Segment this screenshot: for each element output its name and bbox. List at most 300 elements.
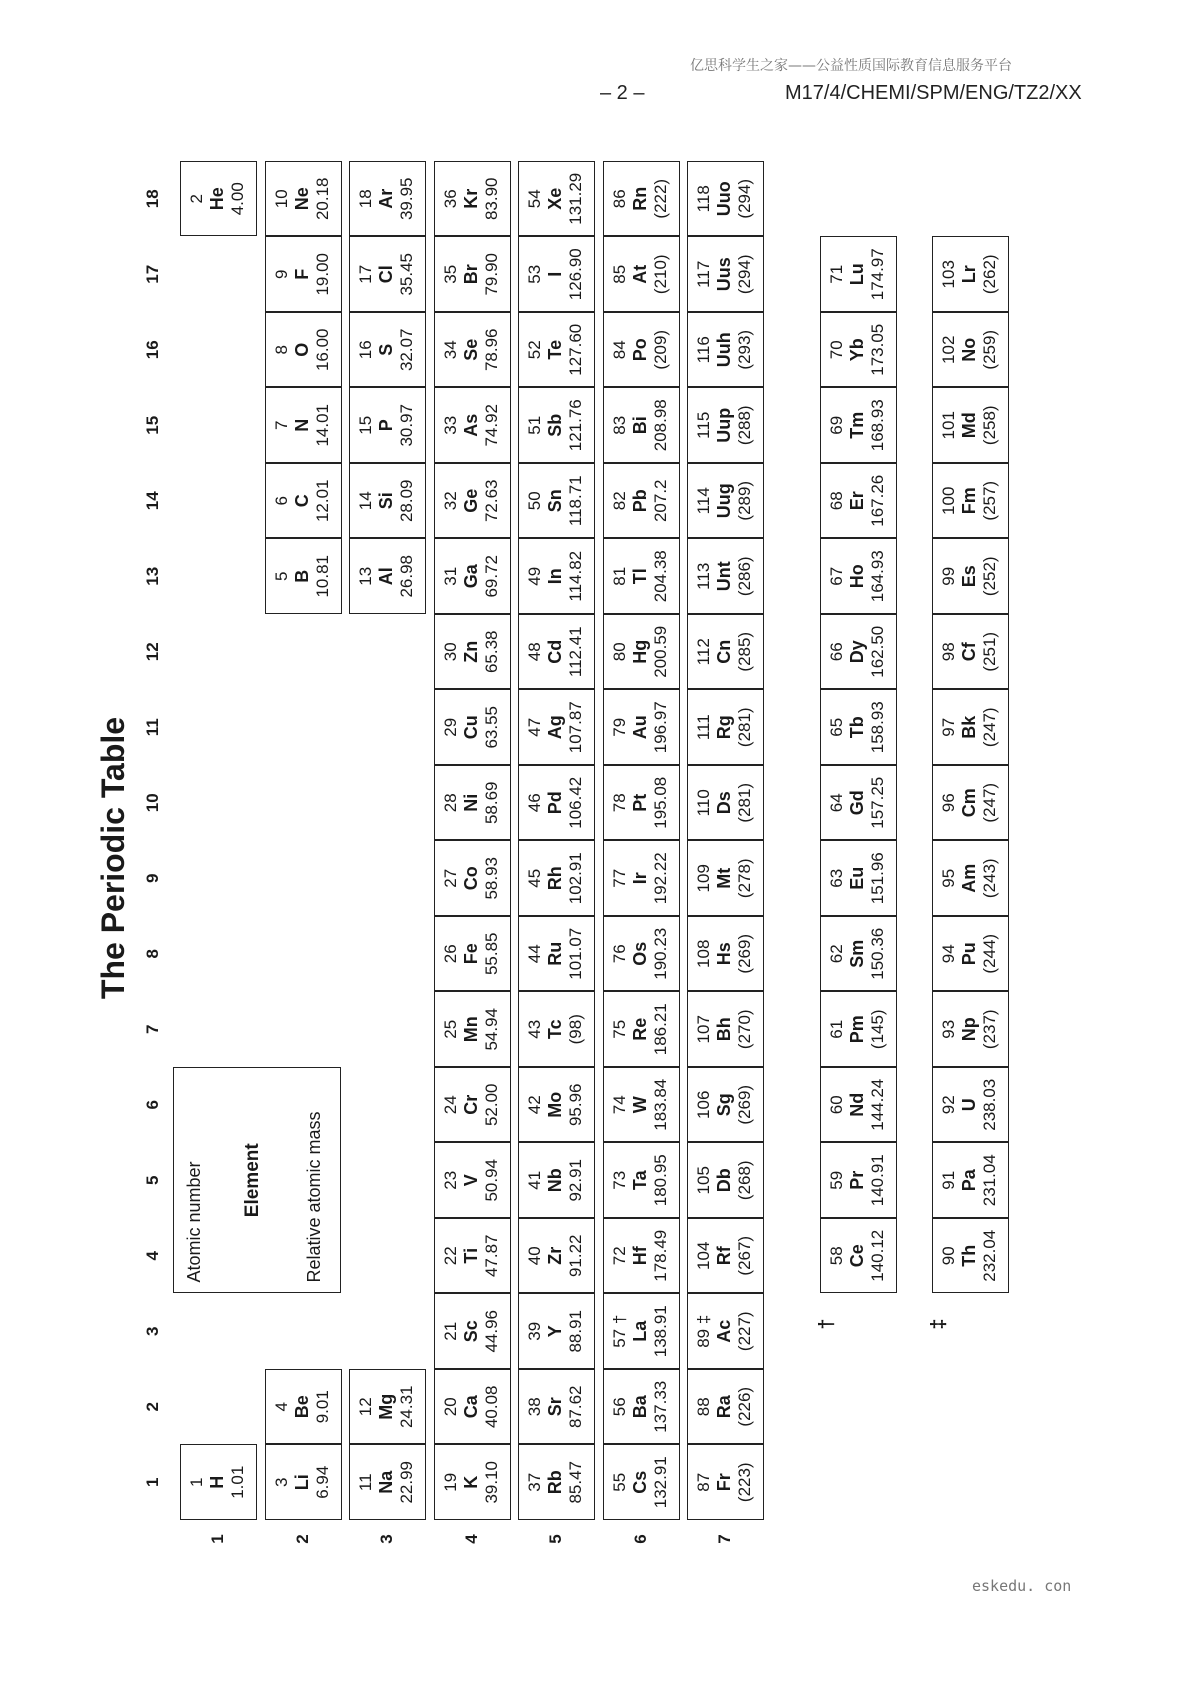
element-symbol: Y bbox=[545, 1325, 565, 1338]
element-symbol: Os bbox=[629, 941, 650, 966]
group-label: 16 bbox=[143, 340, 162, 360]
group-label: 12 bbox=[143, 642, 162, 662]
atomic-number: 33 bbox=[440, 415, 460, 435]
atomic-mass: 65.38 bbox=[481, 630, 501, 674]
lanthanide-cell bbox=[820, 463, 897, 539]
actinide-cell bbox=[932, 992, 1009, 1068]
lanthanide-cell bbox=[820, 539, 897, 615]
atomic-mass: (259) bbox=[980, 329, 999, 370]
atomic-number: 90 bbox=[939, 1246, 958, 1266]
atomic-mass: 195.08 bbox=[650, 776, 670, 829]
exam-code: M17/4/CHEMI/SPM/ENG/TZ2/XX bbox=[785, 82, 1082, 104]
atomic-number: 42 bbox=[525, 1095, 544, 1115]
atomic-number: 44 bbox=[525, 944, 544, 964]
period-label: 1 bbox=[208, 1534, 227, 1544]
element-cell bbox=[265, 1369, 342, 1445]
lanthanide-cell bbox=[820, 1218, 897, 1294]
atomic-mass: (293) bbox=[735, 329, 754, 370]
element-cell bbox=[434, 690, 511, 766]
atomic-number: 118 bbox=[694, 185, 713, 213]
element-cell bbox=[518, 1067, 595, 1143]
actinide-cell bbox=[932, 539, 1009, 615]
group-label: 7 bbox=[143, 1024, 162, 1034]
element-symbol: Rb bbox=[545, 1470, 565, 1495]
element-symbol: U bbox=[959, 1098, 979, 1112]
atomic-number: 68 bbox=[826, 491, 846, 511]
element-symbol: Fr bbox=[714, 1473, 734, 1492]
element-symbol: Eu bbox=[846, 866, 867, 890]
element-key bbox=[173, 1067, 341, 1294]
period-label: 4 bbox=[461, 1534, 481, 1544]
atomic-number: 5 bbox=[271, 571, 291, 581]
element-symbol: Yb bbox=[846, 338, 867, 362]
atomic-number: 66 bbox=[826, 642, 846, 662]
element-symbol: Ag bbox=[545, 715, 565, 740]
atomic-mass: (288) bbox=[735, 405, 754, 446]
element-symbol: W bbox=[629, 1096, 650, 1114]
actinide-cell bbox=[932, 463, 1009, 539]
element-cell bbox=[518, 1369, 595, 1445]
atomic-mass: (281) bbox=[735, 707, 754, 748]
atomic-mass: 208.98 bbox=[650, 399, 670, 452]
atomic-number: 32 bbox=[440, 491, 460, 511]
element-cell bbox=[687, 539, 764, 615]
periodic-table-figure bbox=[95, 158, 1075, 1558]
atomic-mass: (268) bbox=[735, 1160, 754, 1201]
atomic-number: 43 bbox=[525, 1019, 544, 1039]
element-cell bbox=[603, 312, 680, 388]
element-symbol: Pr bbox=[846, 1170, 867, 1190]
atomic-mass: 196.97 bbox=[650, 701, 670, 754]
atomic-mass: 85.47 bbox=[566, 1460, 585, 1504]
atomic-mass: 92.91 bbox=[566, 1158, 585, 1202]
element-symbol: P bbox=[376, 419, 396, 432]
atomic-mass: (222) bbox=[650, 178, 670, 219]
atomic-mass: 44.96 bbox=[481, 1309, 501, 1353]
element-cell bbox=[518, 1294, 595, 1370]
atomic-number: 51 bbox=[525, 415, 544, 435]
element-symbol: Ac bbox=[714, 1319, 734, 1343]
atomic-number: 110 bbox=[694, 789, 713, 817]
atomic-mass: (269) bbox=[735, 933, 754, 974]
atomic-mass: (223) bbox=[735, 1462, 754, 1503]
atomic-mass: 162.50 bbox=[867, 625, 887, 678]
atomic-number: 23 bbox=[440, 1170, 460, 1190]
element-cell bbox=[687, 1218, 764, 1294]
element-symbol: Pu bbox=[959, 942, 979, 966]
element-symbol: No bbox=[959, 337, 979, 362]
atomic-number: 104 bbox=[694, 1241, 713, 1270]
atomic-number: 95 bbox=[939, 868, 958, 888]
period-label: 6 bbox=[630, 1534, 650, 1544]
group-label: 14 bbox=[143, 491, 162, 511]
element-cell bbox=[603, 1445, 680, 1521]
element-cell bbox=[434, 992, 511, 1068]
element-symbol: Ge bbox=[460, 488, 481, 513]
element-symbol: Tl bbox=[629, 568, 650, 585]
element-cell bbox=[434, 388, 511, 464]
atomic-mass: (145) bbox=[867, 1009, 887, 1050]
element-symbol: Rf bbox=[714, 1246, 734, 1266]
element-symbol: Md bbox=[959, 412, 979, 439]
element-symbol: Te bbox=[545, 339, 565, 360]
atomic-mass: 174.97 bbox=[867, 248, 887, 301]
atomic-number: 59 bbox=[826, 1170, 846, 1190]
element-cell bbox=[349, 1369, 426, 1445]
atomic-mass: 12.01 bbox=[312, 479, 332, 523]
atomic-number: 38 bbox=[525, 1397, 544, 1417]
group-label: 1 bbox=[143, 1477, 162, 1487]
atomic-mass: 69.72 bbox=[481, 554, 501, 598]
element-cell bbox=[349, 463, 426, 539]
atomic-number: 19 bbox=[440, 1472, 460, 1492]
atomic-mass: 58.93 bbox=[481, 856, 501, 900]
atomic-mass: (243) bbox=[980, 858, 999, 899]
element-symbol: Uuo bbox=[714, 181, 734, 217]
element-cell bbox=[434, 1369, 511, 1445]
atomic-mass: (244) bbox=[980, 933, 999, 974]
atomic-mass: 157.25 bbox=[867, 776, 887, 829]
atomic-mass: 55.85 bbox=[481, 932, 501, 976]
element-symbol: Au bbox=[629, 715, 650, 740]
atomic-mass: 231.04 bbox=[980, 1154, 999, 1207]
atomic-mass: (247) bbox=[980, 782, 999, 823]
atomic-mass: 158.93 bbox=[867, 701, 887, 754]
lanthanide-cell bbox=[820, 765, 897, 841]
atomic-number: 3 bbox=[271, 1477, 291, 1487]
atomic-mass: (267) bbox=[735, 1235, 754, 1276]
period-label: 3 bbox=[377, 1534, 396, 1544]
element-symbol: Na bbox=[376, 1470, 396, 1494]
lanthanide-marker: † bbox=[815, 1318, 838, 1330]
element-cell bbox=[434, 463, 511, 539]
element-symbol: Zr bbox=[545, 1246, 565, 1265]
element-cell bbox=[518, 539, 595, 615]
actinide-marker: ‡ bbox=[928, 1318, 950, 1330]
element-cell bbox=[603, 463, 680, 539]
element-symbol: S bbox=[376, 343, 396, 356]
element-cell bbox=[518, 690, 595, 766]
atomic-mass: 102.91 bbox=[566, 852, 585, 905]
element-symbol: Re bbox=[629, 1017, 650, 1041]
atomic-mass: (210) bbox=[650, 254, 670, 295]
group-label: 9 bbox=[143, 873, 162, 883]
element-symbol: Nb bbox=[545, 1168, 565, 1193]
atomic-number: 25 bbox=[440, 1019, 460, 1039]
period-label: 5 bbox=[546, 1534, 565, 1544]
atomic-mass: 200.59 bbox=[650, 625, 670, 678]
atomic-number: 67 bbox=[826, 566, 846, 586]
atomic-number: 97 bbox=[939, 717, 958, 737]
lanthanide-cell bbox=[820, 614, 897, 690]
element-symbol: La bbox=[629, 1320, 650, 1342]
element-symbol: Cd bbox=[545, 639, 565, 664]
atomic-mass: 164.93 bbox=[867, 550, 887, 603]
atomic-mass: 22.99 bbox=[397, 1460, 416, 1504]
atomic-mass: (227) bbox=[735, 1311, 754, 1352]
element-symbol: Tc bbox=[545, 1019, 565, 1040]
atomic-mass: 10.81 bbox=[312, 554, 332, 598]
atomic-number: 35 bbox=[440, 264, 460, 284]
actinide-cell bbox=[932, 690, 1009, 766]
element-symbol: Np bbox=[959, 1017, 979, 1042]
group-label: 18 bbox=[143, 189, 162, 209]
group-label: 11 bbox=[143, 718, 162, 737]
element-cell bbox=[603, 161, 680, 237]
element-symbol: Uuh bbox=[714, 332, 734, 368]
atomic-number: 72 bbox=[609, 1246, 629, 1266]
atomic-mass: 183.84 bbox=[650, 1078, 670, 1131]
atomic-number: 2 bbox=[187, 194, 206, 204]
atomic-number: 63 bbox=[826, 868, 846, 888]
atomic-number: 94 bbox=[939, 944, 958, 964]
element-symbol: Es bbox=[959, 565, 979, 588]
element-symbol: Dy bbox=[846, 640, 867, 664]
atomic-mass: (257) bbox=[980, 480, 999, 521]
element-cell bbox=[434, 1067, 511, 1143]
atomic-mass: (294) bbox=[735, 178, 754, 219]
element-cell bbox=[603, 1067, 680, 1143]
actinide-cell bbox=[932, 388, 1009, 464]
element-cell bbox=[434, 841, 511, 917]
element-symbol: Pa bbox=[959, 1169, 979, 1192]
atomic-mass: (237) bbox=[980, 1009, 999, 1050]
atomic-mass: 204.38 bbox=[650, 550, 670, 603]
element-cell bbox=[687, 614, 764, 690]
atomic-mass: (269) bbox=[735, 1084, 754, 1125]
element-symbol: Rh bbox=[545, 866, 565, 891]
actinide-cell bbox=[932, 1218, 1009, 1294]
atomic-mass: 121.76 bbox=[566, 399, 585, 452]
element-cell bbox=[518, 614, 595, 690]
atomic-mass: 186.21 bbox=[650, 1003, 670, 1056]
atomic-mass: 207.2 bbox=[650, 479, 670, 523]
atomic-mass: 78.96 bbox=[481, 328, 501, 372]
atomic-mass: 91.22 bbox=[566, 1234, 585, 1278]
atomic-number: 12 bbox=[356, 1397, 375, 1417]
element-cell bbox=[603, 1143, 680, 1219]
atomic-number: 29 bbox=[440, 717, 460, 737]
atomic-mass: 168.93 bbox=[867, 399, 887, 452]
element-cell bbox=[603, 916, 680, 992]
element-cell bbox=[687, 1143, 764, 1219]
atomic-number: 49 bbox=[525, 566, 544, 586]
atomic-mass: 87.62 bbox=[566, 1385, 585, 1429]
element-symbol: Sm bbox=[846, 939, 867, 968]
element-symbol: Uup bbox=[714, 407, 734, 443]
atomic-number: 112 bbox=[694, 638, 713, 666]
group-label: 6 bbox=[143, 1100, 162, 1110]
group-label: 10 bbox=[143, 793, 162, 813]
atomic-mass: 173.05 bbox=[867, 323, 887, 376]
atomic-number: 62 bbox=[826, 944, 846, 964]
atomic-mass: 112.41 bbox=[566, 626, 585, 678]
atomic-mass: 30.97 bbox=[397, 403, 416, 447]
element-symbol: Sg bbox=[714, 1093, 734, 1117]
atomic-mass: 150.36 bbox=[867, 927, 887, 980]
element-cell bbox=[687, 237, 764, 313]
element-symbol: Bk bbox=[959, 715, 979, 739]
atomic-number: 8 bbox=[271, 345, 291, 355]
atomic-number: 91 bbox=[939, 1170, 958, 1190]
element-cell bbox=[687, 388, 764, 464]
actinide-cell bbox=[932, 765, 1009, 841]
atomic-mass: 35.45 bbox=[397, 252, 416, 296]
element-symbol: Ce bbox=[846, 1244, 867, 1268]
header-chinese-line: 亿思科学生之家——公益性质国际教育信息服务平台 bbox=[690, 58, 1012, 74]
element-symbol: Ne bbox=[291, 187, 312, 211]
element-symbol: Mg bbox=[376, 1393, 396, 1420]
element-cell bbox=[603, 388, 680, 464]
atomic-number: 103 bbox=[939, 260, 958, 289]
element-symbol: At bbox=[629, 264, 650, 284]
atomic-number: 70 bbox=[826, 340, 846, 360]
atomic-number: 74 bbox=[609, 1095, 629, 1115]
atomic-number: 85 bbox=[609, 264, 629, 284]
atomic-number: 39 bbox=[525, 1321, 544, 1341]
atomic-number: 30 bbox=[440, 642, 460, 662]
element-cell bbox=[518, 841, 595, 917]
atomic-mass: 151.96 bbox=[867, 852, 887, 905]
atomic-number: 16 bbox=[356, 340, 375, 360]
element-symbol: Am bbox=[959, 863, 979, 893]
element-symbol: F bbox=[291, 268, 312, 280]
atomic-number: 13 bbox=[356, 566, 375, 586]
element-symbol: Po bbox=[629, 338, 650, 362]
atomic-number: 55 bbox=[609, 1472, 629, 1492]
element-symbol: Kr bbox=[460, 188, 481, 209]
atomic-mass: 24.31 bbox=[397, 1385, 416, 1429]
element-symbol: Rg bbox=[714, 715, 734, 740]
actinide-cell bbox=[932, 1067, 1009, 1143]
atomic-number: 24 bbox=[440, 1095, 460, 1115]
atomic-mass: 20.18 bbox=[312, 177, 332, 221]
atomic-number: 89 ‡ bbox=[694, 1314, 713, 1348]
element-symbol: Si bbox=[376, 492, 396, 510]
atomic-mass: 4.00 bbox=[228, 182, 247, 216]
element-cell bbox=[349, 312, 426, 388]
period-label: 2 bbox=[292, 1534, 312, 1544]
atomic-mass: 190.23 bbox=[650, 927, 670, 980]
atomic-mass: 106.42 bbox=[566, 776, 585, 829]
element-cell bbox=[349, 388, 426, 464]
atomic-number: 21 bbox=[440, 1321, 460, 1341]
element-symbol: Fm bbox=[959, 487, 979, 515]
atomic-number: 28 bbox=[440, 793, 460, 813]
element-cell bbox=[349, 237, 426, 313]
element-symbol: Pt bbox=[629, 793, 650, 812]
atomic-mass: (226) bbox=[735, 1386, 754, 1427]
element-cell bbox=[687, 1369, 764, 1445]
atomic-mass: 178.49 bbox=[650, 1229, 670, 1282]
atomic-mass: 32.07 bbox=[397, 328, 416, 372]
atomic-mass: (98) bbox=[566, 1014, 585, 1045]
element-symbol: Er bbox=[846, 491, 867, 511]
atomic-number: 53 bbox=[525, 264, 544, 284]
element-symbol: Cm bbox=[959, 788, 979, 818]
atomic-mass: (252) bbox=[980, 556, 999, 597]
element-symbol: Ti bbox=[460, 1247, 481, 1264]
atomic-mass: 52.00 bbox=[481, 1083, 501, 1127]
element-symbol: Sb bbox=[545, 413, 565, 437]
element-symbol: Hg bbox=[629, 639, 650, 664]
atomic-number: 107 bbox=[694, 1015, 713, 1044]
atomic-number: 71 bbox=[826, 264, 846, 284]
element-symbol: Se bbox=[460, 338, 481, 361]
element-cell bbox=[265, 388, 342, 464]
element-cell bbox=[265, 237, 342, 313]
element-symbol: Sr bbox=[545, 1397, 565, 1417]
group-label: 2 bbox=[143, 1402, 162, 1412]
element-symbol: Cr bbox=[460, 1094, 481, 1115]
element-cell bbox=[434, 765, 511, 841]
atomic-number: 17 bbox=[356, 264, 375, 284]
element-cell bbox=[687, 312, 764, 388]
atomic-number: 61 bbox=[826, 1019, 846, 1039]
atomic-mass: (285) bbox=[735, 631, 754, 672]
atomic-number: 9 bbox=[271, 269, 291, 279]
element-symbol: Lr bbox=[959, 265, 979, 284]
atomic-mass: 79.90 bbox=[481, 252, 501, 296]
atomic-mass: 114.82 bbox=[566, 550, 585, 602]
atomic-mass: 101.07 bbox=[566, 927, 585, 980]
atomic-mass: 88.91 bbox=[566, 1309, 585, 1353]
atomic-mass: 6.94 bbox=[312, 1465, 332, 1499]
element-cell bbox=[518, 1143, 595, 1219]
atomic-number: 75 bbox=[609, 1019, 629, 1039]
atomic-mass: 54.94 bbox=[481, 1007, 501, 1051]
element-cell bbox=[265, 161, 342, 237]
element-symbol: Ra bbox=[714, 1395, 734, 1419]
atomic-mass: (251) bbox=[980, 631, 999, 672]
atomic-mass: (294) bbox=[735, 254, 754, 295]
atomic-mass: 26.98 bbox=[397, 554, 416, 598]
element-cell bbox=[349, 1445, 426, 1521]
atomic-number: 41 bbox=[525, 1170, 544, 1190]
atomic-mass: 1.01 bbox=[228, 1465, 247, 1499]
atomic-number: 76 bbox=[609, 944, 629, 964]
atomic-number: 92 bbox=[939, 1095, 958, 1115]
atomic-mass: (262) bbox=[980, 254, 999, 295]
element-symbol: Xe bbox=[545, 187, 565, 210]
atomic-number: 36 bbox=[440, 189, 460, 209]
group-label: 8 bbox=[143, 949, 162, 959]
element-symbol: K bbox=[460, 1475, 481, 1489]
element-cell bbox=[265, 312, 342, 388]
element-cell bbox=[434, 1445, 511, 1521]
lanthanide-cell bbox=[820, 312, 897, 388]
atomic-mass: (281) bbox=[735, 782, 754, 823]
atomic-mass: 39.10 bbox=[481, 1460, 501, 1504]
atomic-number: 58 bbox=[826, 1246, 846, 1266]
element-cell bbox=[603, 539, 680, 615]
element-cell bbox=[603, 992, 680, 1068]
atomic-number: 87 bbox=[694, 1472, 713, 1492]
element-symbol: As bbox=[460, 413, 481, 437]
element-symbol: Co bbox=[460, 866, 481, 891]
element-cell bbox=[603, 841, 680, 917]
element-cell bbox=[687, 1067, 764, 1143]
atomic-number: 6 bbox=[271, 496, 291, 506]
group-label: 13 bbox=[143, 566, 162, 586]
atomic-mass: 107.87 bbox=[566, 701, 585, 754]
group-label: 5 bbox=[143, 1175, 162, 1185]
atomic-number: 57 † bbox=[609, 1314, 629, 1348]
element-symbol: Tm bbox=[846, 411, 867, 439]
atomic-mass: 232.04 bbox=[980, 1229, 999, 1282]
atomic-mass: (209) bbox=[650, 329, 670, 370]
element-cell bbox=[518, 388, 595, 464]
